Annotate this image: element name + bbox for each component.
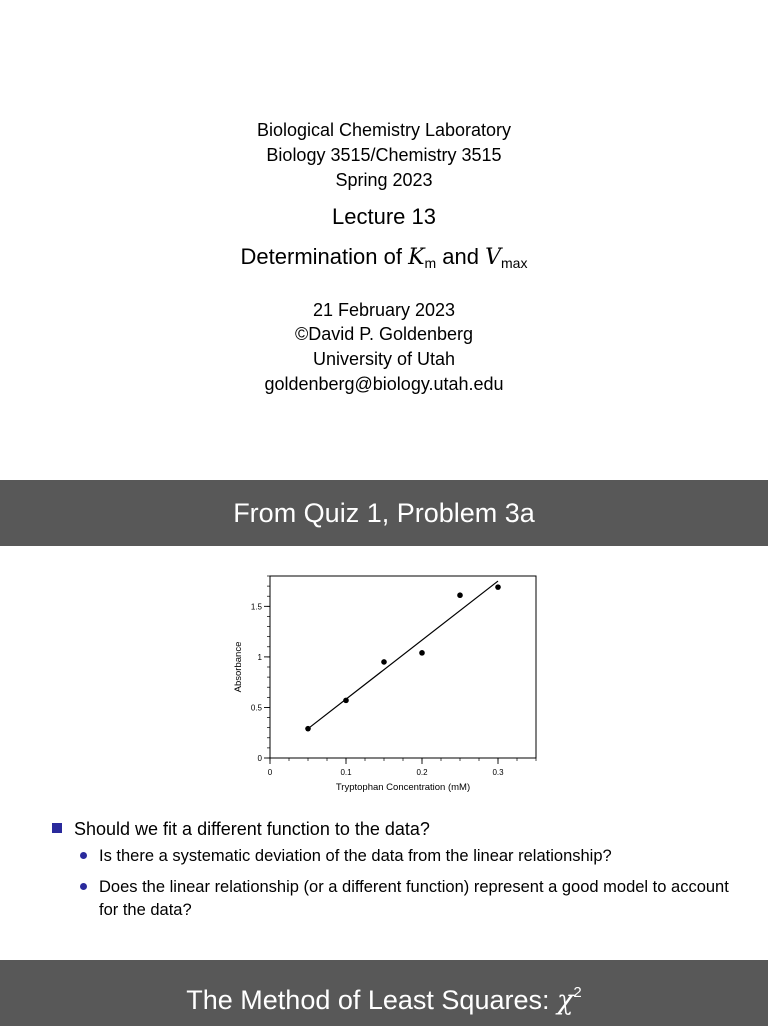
x-tick-label: 0.2 [416,768,428,777]
y-tick-label: 1 [257,652,262,662]
km-subscript: m [424,255,437,271]
course-numbers: Biology 3515/Chemistry 3515 [266,145,502,165]
sub-bullet-text: Does the linear relationship (or a different function) represent a good model to account for the data? [99,878,729,919]
km-symbol: K [408,245,425,270]
institution: University of Utah [312,349,456,369]
course-name: Biological Chemistry Laboratory [256,120,512,140]
x-tick-label: 0.3 [492,768,504,777]
x-tick-label: 0 [267,768,273,777]
y-axis-label: Absorbance [233,641,244,693]
x-tick-label: 0.1 [340,768,352,777]
author-name: ©David P. Goldenberg [294,324,474,344]
lecture-date: 21 February 2023 [312,300,456,320]
data-point [495,584,501,590]
main-bullet-text: Should we fit a different function to the data? [74,819,430,839]
chi-exponent: 2 [573,984,582,1001]
round-bullet-icon [80,852,87,859]
and-word: and [436,244,486,269]
y-tick-label: 1.5 [250,602,262,612]
sub-bullet-text: Is there a systematic deviation of the data from the linear relationship? [99,847,612,865]
least-squares-title: The Method of Least Squares: [186,985,557,1015]
data-point [305,726,311,732]
course-term: Spring 2023 [335,170,433,190]
slide-header-least-squares [0,960,768,1026]
square-bullet-icon [52,823,62,833]
lecture-subject [0,246,768,274]
chi-symbol: χ [557,985,574,1016]
round-bullet-icon [80,883,87,890]
data-point [419,650,425,656]
data-point [381,659,387,665]
sub-bullet-2 [80,876,730,922]
data-point [343,698,349,704]
absorbance-chart [228,572,548,802]
y-tick-label: 0 [257,754,262,763]
main-bullet [52,818,430,840]
vmax-symbol: V [485,245,501,270]
y-tick-label: 0.5 [250,703,262,713]
x-axis-label: Tryptophan Concentration (mM) [335,782,471,793]
sub-bullet-1 [80,845,730,868]
vmax-subscript: max [501,255,528,271]
lecture-number: Lecture 13 [332,204,436,229]
subject-prefix: Determination of [240,244,409,269]
author-email: goldenberg@biology.utah.edu [264,374,504,394]
data-point [457,592,463,598]
slide-header-quiz: From Quiz 1, Problem 3a [0,480,768,546]
fit-line [308,581,498,729]
